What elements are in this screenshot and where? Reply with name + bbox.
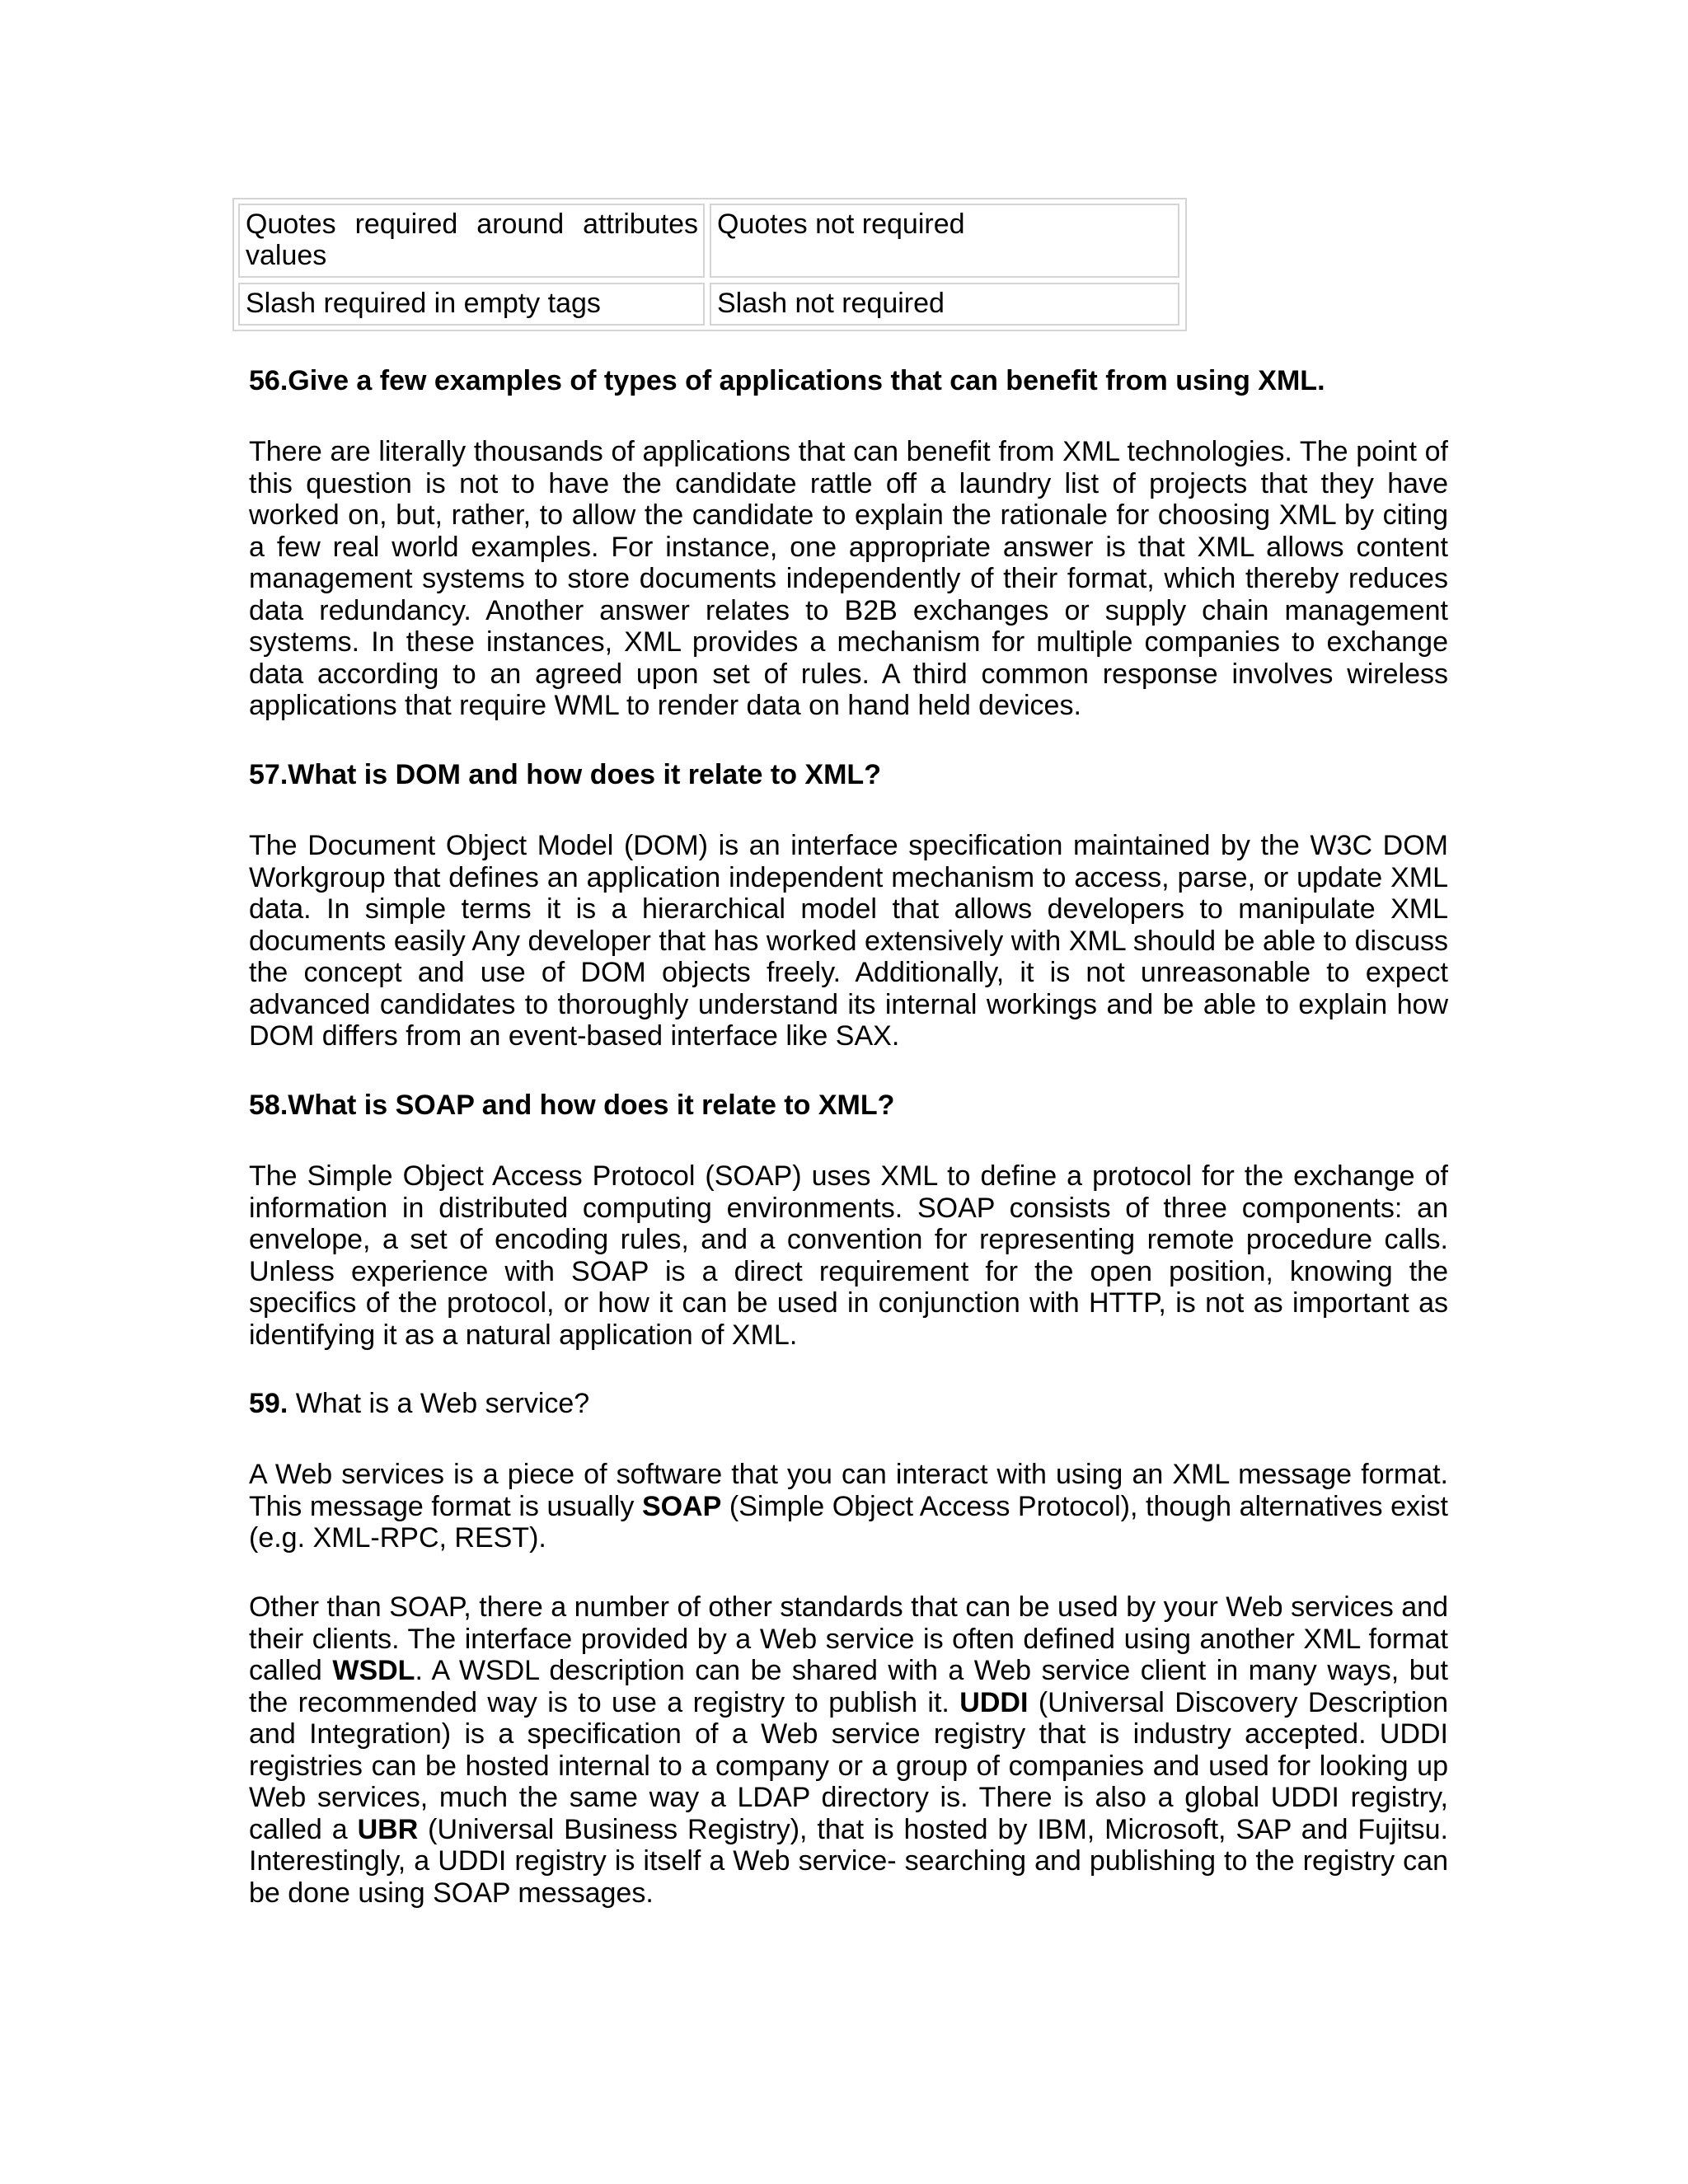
- table-row: [238, 283, 1181, 326]
- table-row: [238, 204, 1181, 278]
- text-run: A Web services is a piece of software that you can interact with using an XML message format. This message format is usually: [249, 1459, 1448, 1522]
- question-59-answer-block-2: [249, 1591, 1448, 1909]
- table-cell: Quotes required around attributes values: [238, 204, 705, 278]
- question-59-number: 59.: [249, 1388, 288, 1419]
- question-57-answer-block: [249, 830, 1448, 1052]
- question-58-section: [249, 1090, 1448, 1122]
- table-cell: Slash not required: [710, 283, 1179, 326]
- question-57-answer: The Document Object Model (DOM) is an interface specification maintained by the W3C DOM Workgroup that defines an application independent mechanism to access, parse, or update XML data. In simple terms it is a hierarchical model that allows developers to manipulate XML documents easily Any developer that has worked extensively with XML should be able to discuss the concept and use of DOM objects freely. Additionally, it is not unreasonable to expect advanced candidates to thoroughly understand its internal workings and be able to explain how DOM differs from an event-based interface like SAX.: [249, 830, 1448, 1052]
- question-59-answer-p2: [249, 1591, 1448, 1909]
- comparison-table: [232, 198, 1187, 331]
- question-58-answer-block: [249, 1160, 1448, 1351]
- text-run: (Universal Business Registry), that is hosted by IBM, Microsoft, SAP and Fujitsu. Interestingly, a UDDI registry is itself a Web service- searching and publishing to the registry can be done using SOAP messages.: [249, 1813, 1448, 1909]
- question-57-section: [249, 759, 1448, 791]
- bold-term-uddi: UDDI: [959, 1686, 1029, 1718]
- question-59-section: [249, 1388, 1448, 1420]
- text-run: (Simple Object Access Protocol), though alternatives exist (e.g. XML-RPC, REST).: [249, 1490, 1448, 1554]
- bold-term-wsdl: WSDL: [332, 1655, 415, 1686]
- question-59-answer-block-1: [249, 1459, 1448, 1554]
- table-cell: Slash required in empty tags: [238, 283, 705, 326]
- table-cell: Quotes not required: [710, 204, 1179, 278]
- question-56-answer-block: [249, 436, 1448, 722]
- question-59-text: What is a Web service?: [288, 1388, 590, 1419]
- question-57-heading: 57.What is DOM and how does it relate to XML?: [249, 759, 881, 790]
- question-58-answer: The Simple Object Access Protocol (SOAP) uses XML to define a protocol for the exchange of information in distributed computing environments. SOAP consists of three components: an envelope, a set of encoding rules, and a convention for representing remote procedure calls. Unless experience with SOAP is a direct requirement for the open position, knowing the specifics of the protocol, or how it can be used in conjunction with HTTP, is not as important as identifying it as a natural application of XML.: [249, 1160, 1448, 1351]
- bold-term-soap: SOAP: [641, 1490, 722, 1522]
- bold-term-ubr: UBR: [357, 1813, 419, 1845]
- question-58-heading: 58.What is SOAP and how does it relate to XML?: [249, 1090, 895, 1121]
- question-56-answer: There are literally thousands of applications that can benefit from XML technologies. The point of this question is not to have the candidate rattle off a laundry list of projects that they have worked on, but, rather, to allow the candidate to explain the rationale for choosing XML by citing a few real world examples. For instance, one appropriate answer is that XML allows content management systems to store documents independently of their format, which thereby reduces data redundancy. Another answer relates to B2B exchanges or supply chain management systems. In these instances, XML provides a mechanism for multiple companies to exchange data according to an agreed upon set of rules. A third common response involves wireless applications that require WML to render data on hand held devices.: [249, 436, 1448, 721]
- question-59-answer-p1: [249, 1459, 1448, 1554]
- question-59-heading: [249, 1388, 1448, 1420]
- question-56-heading: 56.Give a few examples of types of applications that can benefit from using XML.: [249, 365, 1325, 396]
- text-run: (Universal Discovery Description and Integration) is a specification of a Web service registry that is industry accepted. UDDI registries can be hosted internal to a company or a group of companies and used for looking up Web services, much the same way a LDAP directory is. There is also a global UDDI registry, called a: [249, 1686, 1449, 1845]
- text-run: . A WSDL description can be shared with a Web service client in many ways, but the recommended way is to use a registry to publish it.: [249, 1655, 1448, 1718]
- text-run: Other than SOAP, there a number of other standards that can be used by your Web services and their clients. The interface provided by a Web service is often defined using another XML format called: [249, 1591, 1448, 1686]
- question-56-section: [249, 365, 1448, 397]
